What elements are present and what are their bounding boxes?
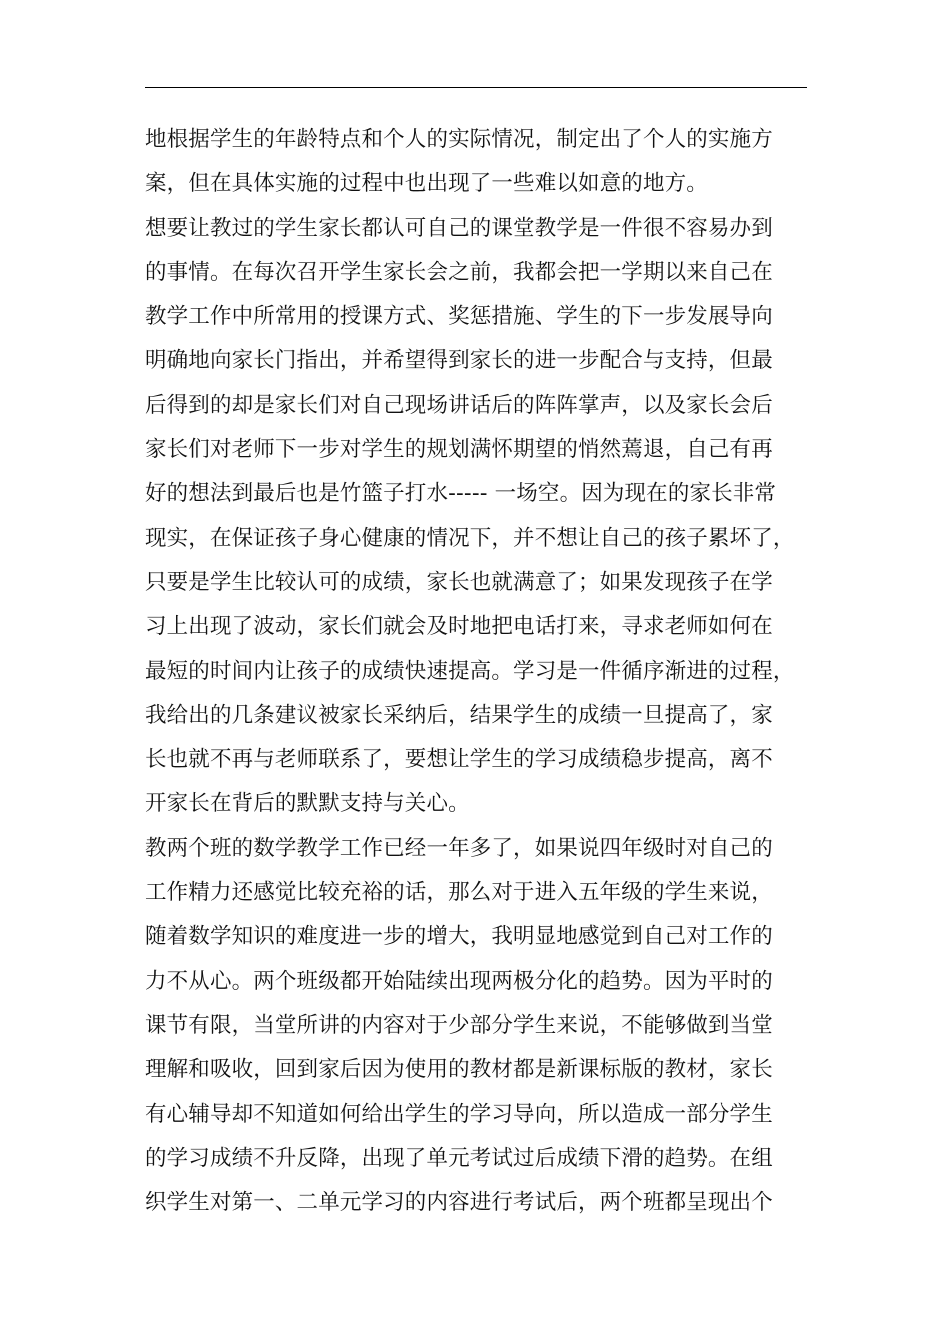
text-line: 教两个班的数学教学工作已经一年多了，如果说四年级时对自己的	[145, 835, 773, 861]
text-line: 习上出现了波动，家长们就会及时地把电话打来，寻求老师如何在	[145, 614, 773, 640]
text-line: 课节有限，当堂所讲的内容对于少部分学生来说，不能够做到当堂	[145, 1012, 773, 1038]
header-rule	[145, 87, 807, 88]
text-line: 工作精力还感觉比较充裕的话，那么对于进入五年级的学生来说，	[145, 880, 773, 906]
text-line: 开家长在背后的默默支持与关心。	[145, 791, 470, 817]
document-body	[145, 118, 815, 1225]
text-line: 力不从心。两个班级都开始陆续出现两极分化的趋势。因为平时的	[145, 968, 773, 994]
text-line: 有心辅导却不知道如何给出学生的学习导向，所以造成一部分学生	[145, 1101, 773, 1127]
text-line: 教学工作中所常用的授课方式、奖惩措施、学生的下一步发展导向	[145, 304, 773, 330]
text-line: 家长们对老师下一步对学生的规划满怀期望的悄然蔫退，自己有再	[145, 437, 773, 463]
text-line: 案，但在具体实施的过程中也出现了一些难以如意的地方。	[145, 171, 708, 197]
text-line: 最短的时间内让孩子的成绩快速提高。学习是一件循序渐进的过程，	[145, 658, 795, 684]
text-line: 的学习成绩不升反降，出现了单元考试过后成绩下滑的趋势。在组	[145, 1145, 773, 1171]
text-line: 只要是学生比较认可的成绩，家长也就满意了；如果发现孩子在学	[145, 569, 773, 595]
text-line: 地根据学生的年龄特点和个人的实际情况，制定出了个人的实施方	[145, 127, 773, 152]
text-line: 理解和吸收，回到家后因为使用的教材都是新课标版的教材，家长	[145, 1057, 773, 1083]
text-line: 的事情。在每次召开学生家长会之前，我都会把一学期以来自己在	[145, 259, 773, 285]
text-line: 随着数学知识的难度进一步的增大，我明显地感觉到自己对工作的	[145, 924, 773, 950]
text-line: 好的想法到最后也是竹篮子打水----- 一场空。因为现在的家长非常	[145, 481, 777, 507]
text-line: 长也就不再与老师联系了，要想让学生的学习成绩稳步提高，离不	[145, 747, 773, 773]
text-line: 织学生对第一、二单元学习的内容进行考试后，两个班都呈现出个	[145, 1190, 773, 1216]
text-line: 明确地向家长门指出，并希望得到家长的进一步配合与支持，但最	[145, 348, 773, 374]
text-line: 想要让教过的学生家长都认可自己的课堂教学是一件很不容易办到	[145, 215, 773, 241]
text-line: 现实，在保证孩子身心健康的情况下，并不想让自己的孩子累坏了，	[145, 525, 795, 551]
text-line: 我给出的几条建议被家长采纳后，结果学生的成绩一旦提高了，家	[145, 702, 773, 728]
text-line: 后得到的却是家长们对自己现场讲话后的阵阵掌声，以及家长会后	[145, 392, 773, 418]
